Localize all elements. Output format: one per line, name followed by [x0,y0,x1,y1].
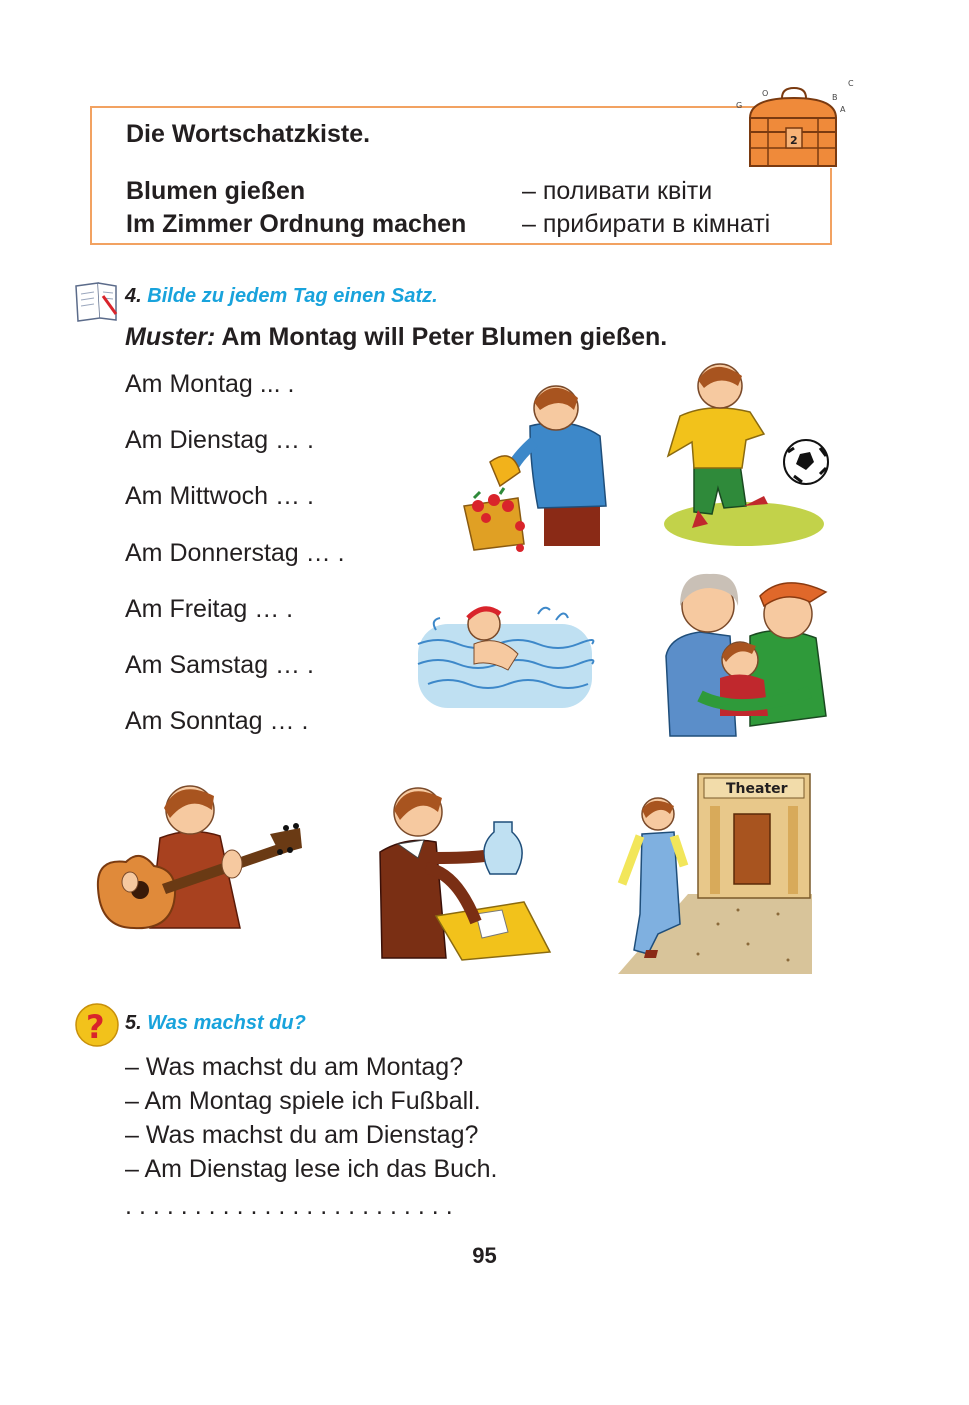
dotted-continuation: ........................ [125,1192,460,1220]
vocabulary-title: Die Wortschatzkiste. [126,120,371,148]
chest-letter-a: A [840,105,846,114]
vocabulary-uk-1: – поливати квіти [522,177,713,205]
dialog-line-3: – Was machst du am Dienstag? [125,1121,479,1149]
dialog-line-4: – Am Dienstag lese ich das Buch. [125,1155,498,1183]
example-text: Am Montag will Peter Blumen gießen. [221,323,668,351]
treasure-chest-icon [732,78,858,170]
day-line-freitag: Am Freitag … . [125,595,294,623]
notebook-pencil-icon [74,280,120,324]
cleaning-illustration [376,782,552,962]
example-label: Muster: [125,323,216,351]
chest-letter-o: O [762,89,769,98]
watering-flowers-illustration [460,376,620,554]
day-line-mittwoch: Am Mittwoch … . [125,482,314,510]
dialog-line-2: – Am Montag spiele ich Fußball. [125,1087,481,1115]
day-line-montag: Am Montag ... . [125,370,295,398]
day-line-dienstag: Am Dienstag … . [125,426,314,454]
chest-letter-g: G [736,101,743,110]
page-number: 95 [472,1243,497,1268]
dialog-line-1: – Was machst du am Montag? [125,1053,464,1081]
exercise5-heading [125,1012,306,1035]
chest-letter-b: B [832,93,838,102]
theater-illustration [618,774,812,974]
day-line-donnerstag: Am Donnerstag … . [125,539,345,567]
swimming-illustration [418,584,592,708]
vocabulary-de-2: Im Zimmer Ordnung machen [126,210,467,238]
exercise5-instruction: Was machst du? [147,1012,306,1034]
chest-letter-c: C [848,79,854,88]
vocabulary-uk-2: – прибирати в кімнаті [522,210,771,238]
grandparents-illustration [660,566,832,742]
vocabulary-de-1: Blumen gießen [126,177,306,205]
football-illustration [654,356,832,550]
theater-sign: Theater [726,781,788,797]
day-line-sonntag: Am Sonntag … . [125,707,309,735]
exercise4-instruction: Bilde zu jedem Tag einen Satz. [147,285,438,307]
chest-number: 2 [790,134,798,147]
svg-text:?: ? [86,1008,105,1046]
day-line-samstag: Am Samstag … . [125,651,314,679]
vocabulary-box-border [830,168,832,245]
exercise4-heading [125,285,438,308]
question-mark-icon [74,1002,120,1048]
exercise4-number: 4. [125,285,142,307]
guitar-illustration [90,778,304,938]
exercise4-example [125,323,667,352]
exercise5-number: 5. [125,1012,142,1034]
